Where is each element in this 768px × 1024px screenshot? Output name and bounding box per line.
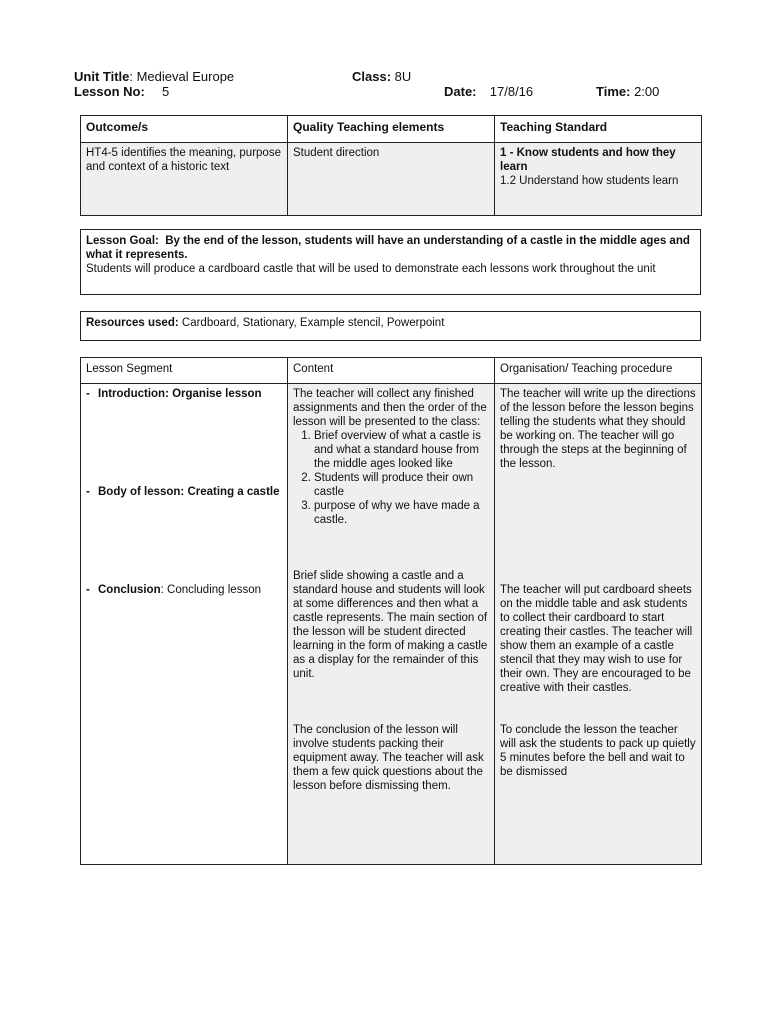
outcomes-table xyxy=(80,115,702,216)
date-info xyxy=(444,84,533,99)
list-item: 3. purpose of why we have made a castle. xyxy=(314,499,489,527)
organisation-cell xyxy=(495,384,702,865)
segment-conclusion: - Conclusion: Concluding lesson xyxy=(86,584,261,596)
quality-cell: Student direction xyxy=(288,143,495,216)
outcome-header: Outcome/s xyxy=(81,116,288,143)
standard-title: 1 - Know students and how they learn xyxy=(500,147,676,173)
outcome-cell: HT4-5 identifies the meaning, purpose and context of a historic text xyxy=(81,143,288,216)
content-body: Brief slide showing a castle and a standard house and students will look at some differences and then what a castle represents. The main section of the lesson will be student directed learning in the form of making a castle as a display for the remainder of this unit. xyxy=(293,570,488,680)
segment-header: Lesson Segment xyxy=(81,358,288,384)
quality-header: Quality Teaching elements xyxy=(288,116,495,143)
list-item: 2. Students will produce their own castle xyxy=(314,471,489,499)
lesson-goal-bold-text: By the end of the lesson, students will have an understanding of a castle in the middle ages and what it represents. xyxy=(86,235,690,261)
content-cell xyxy=(288,384,495,865)
standard-cell xyxy=(495,143,702,216)
time-value: 2:00 xyxy=(634,84,660,99)
class-info xyxy=(352,69,411,84)
class-label: Class: xyxy=(352,69,392,84)
lesson-goal-label: Lesson Goal: xyxy=(86,235,159,247)
lesson-no-label: Lesson No: xyxy=(74,84,145,99)
table-row xyxy=(81,116,702,143)
date-value: 17/8/16 xyxy=(489,84,534,99)
time-info xyxy=(596,84,659,99)
class-value: 8U xyxy=(394,69,412,84)
standard-header: Teaching Standard xyxy=(495,116,702,143)
organisation-body: The teacher will put cardboard sheets on the middle table and ask students to collect their cardboard to start creating their castles. The teacher will show them an example of a castle stencil that they may wish to use for their own. They are encouraged to be creative with their castles. xyxy=(500,584,693,694)
content-header: Content xyxy=(288,358,495,384)
segment-cell xyxy=(81,384,288,865)
segment-intro: - Introduction: Organise lesson xyxy=(86,388,262,400)
unit-title-label: Unit Title xyxy=(74,69,130,84)
lesson-goal-heading xyxy=(86,234,695,262)
list-item: 1. Brief overview of what a castle is and what a standard house from the middle ages looked like xyxy=(314,429,489,471)
unit-title-value: : Medieval Europe xyxy=(129,69,235,84)
content-intro: The teacher will collect any finished assignments and then the order of the lesson will be presented to the class: xyxy=(293,388,487,428)
segment-body-text: Body of lesson: Creating a castle xyxy=(98,486,280,498)
content-conclusion: The conclusion of the lesson will involve students packing their equipment away. The teacher will ask them a few quick questions about the lesson before dismissing them. xyxy=(293,724,484,792)
lesson-no-value: 5 xyxy=(162,84,170,99)
date-label: Date: xyxy=(444,84,477,99)
organisation-header: Organisation/ Teaching procedure xyxy=(495,358,702,384)
segment-conclusion-text: Conclusion: Concluding lesson xyxy=(98,584,261,596)
standard-detail: 1.2 Understand how students learn xyxy=(500,175,679,187)
unit-title xyxy=(74,69,234,84)
segment-intro-text: Introduction: Organise lesson xyxy=(98,388,262,400)
segments-table xyxy=(80,357,702,865)
table-row xyxy=(81,143,702,216)
resources-box xyxy=(80,311,701,341)
organisation-conclusion: To conclude the lesson the teacher will ask the students to pack up quietly 5 minutes before the bell and wait to be dismissed xyxy=(500,724,696,778)
table-row xyxy=(81,358,702,384)
lesson-no xyxy=(74,84,169,99)
lesson-goal-box xyxy=(80,229,701,295)
time-label: Time: xyxy=(596,84,631,99)
table-row xyxy=(81,384,702,865)
segment-body: - Body of lesson: Creating a castle xyxy=(86,486,280,498)
lesson-goal-text: Students will produce a cardboard castle that will be used to demonstrate each lessons work throughout the unit xyxy=(86,263,656,275)
organisation-intro: The teacher will write up the directions of the lesson before the lesson begins telling the students what they should be working on. The teacher will go through the steps at the beginning of the lesson. xyxy=(500,388,696,470)
content-list xyxy=(293,429,489,527)
resources-text: Cardboard, Stationary, Example stencil, Powerpoint xyxy=(181,317,445,329)
resources-label: Resources used: xyxy=(86,317,179,329)
